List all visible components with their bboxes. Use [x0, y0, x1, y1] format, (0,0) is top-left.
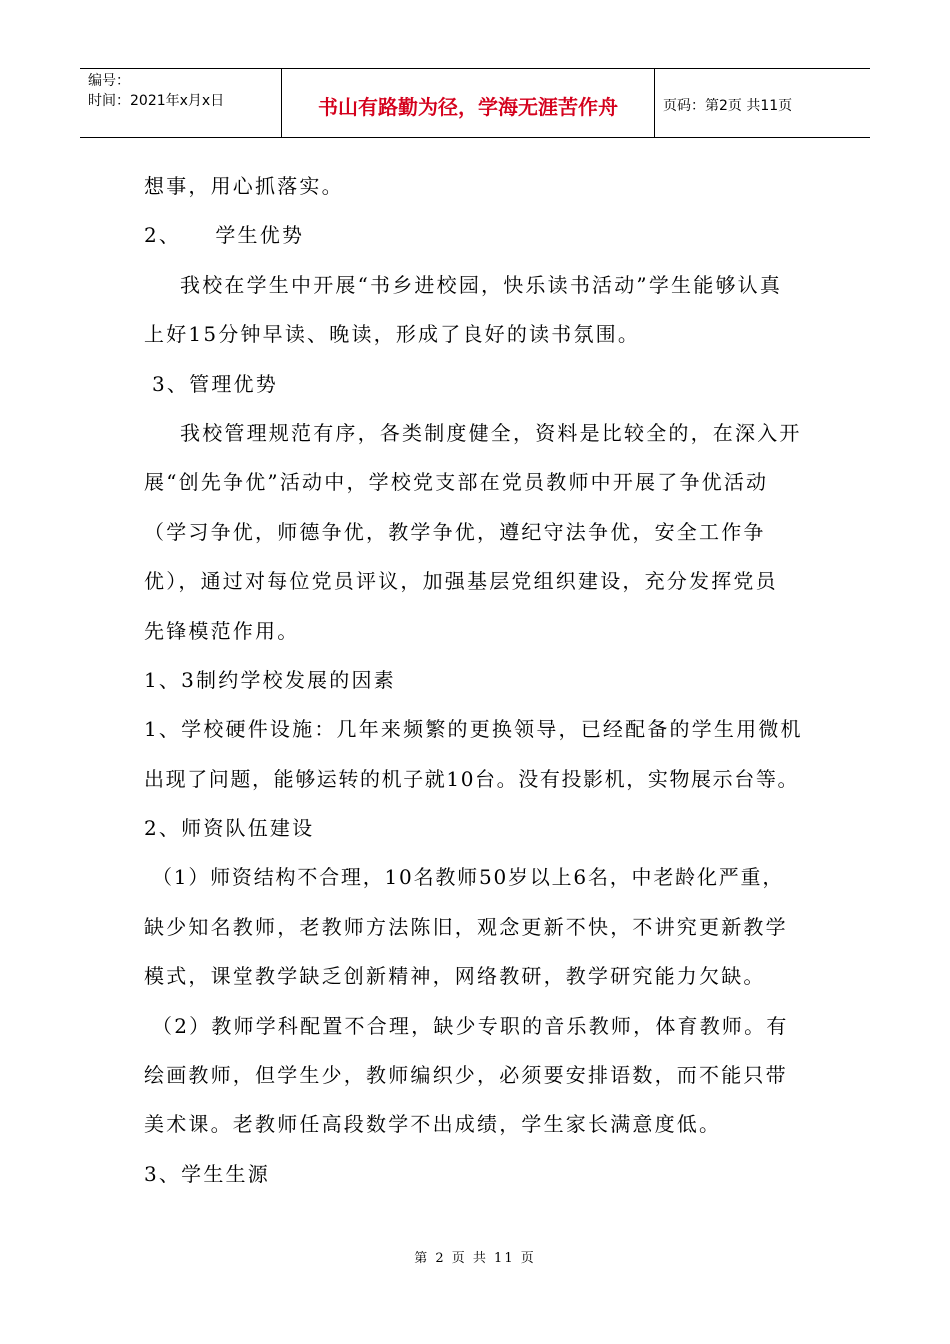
body-line: 出现了问题，能够运转的机子就10台。没有投影机，实物展示台等。	[144, 766, 800, 791]
page-info-label: 页码：第2页 共11页	[663, 98, 793, 114]
body-line: 模式，课堂教学缺乏创新精神，网络教研，教学研究能力欠缺。	[144, 964, 766, 989]
body-line: 缺少知名教师，老教师方法陈旧，观念更新不快，不讲究更新教学	[144, 914, 788, 939]
serial-number-label: 编号：	[88, 73, 130, 89]
section-heading: 3、学生生源	[144, 1161, 270, 1186]
body-line: 展“创先争优”活动中，学校党支部在党员教师中开展了争优活动	[144, 470, 769, 495]
header-meta-cell	[80, 69, 282, 137]
header-page-cell	[655, 69, 870, 137]
page-footer: 第 2 页 共 11 页	[414, 1251, 536, 1266]
body-line: 美术课。老教师任高段数学不出成绩，学生家长满意度低。	[144, 1112, 722, 1137]
document-body	[144, 162, 816, 1199]
section-heading: 2、师资队伍建设	[144, 816, 315, 841]
body-line: （学习争优，师德争优，教学争优，遵纪守法争优，安全工作争	[144, 519, 766, 544]
section-heading: 3、管理优势	[152, 371, 278, 396]
section-heading: 2、 学生优势	[144, 223, 305, 248]
body-line: （2）教师学科配置不合理，缺少专职的音乐教师，体育教师。有	[152, 1013, 789, 1038]
section-heading: 1、3制约学校发展的因素	[144, 667, 396, 692]
body-line: 先锋模范作用。	[144, 618, 300, 643]
page-header	[80, 68, 870, 138]
motto-text: 书山有路勤为径，学海无涯苦作舟	[318, 94, 618, 119]
body-line: 上好15分钟早读、晚读，形成了良好的读书氛围。	[144, 322, 641, 347]
body-line: 我校在学生中开展“书乡进校园，快乐读书活动”学生能够认真	[180, 272, 783, 297]
body-line: 我校管理规范有序，各类制度健全，资料是比较全的，在深入开	[180, 420, 802, 445]
body-line: 绘画教师，但学生少，教师编织少，必须要安排语数，而不能只带	[144, 1063, 788, 1088]
body-line: （1）师资结构不合理，10名教师50岁以上6名，中老龄化严重，	[152, 865, 785, 890]
body-line: 优），通过对每位党员评议，加强基层党组织建设，充分发挥党员	[144, 569, 778, 594]
body-line: 想事，用心抓落实。	[144, 174, 344, 198]
header-motto-cell	[282, 69, 655, 137]
date-label: 时间：2021年x月x日	[88, 93, 225, 109]
body-line: 1、学校硬件设施：几年来频繁的更换领导，已经配备的学生用微机	[144, 717, 803, 742]
